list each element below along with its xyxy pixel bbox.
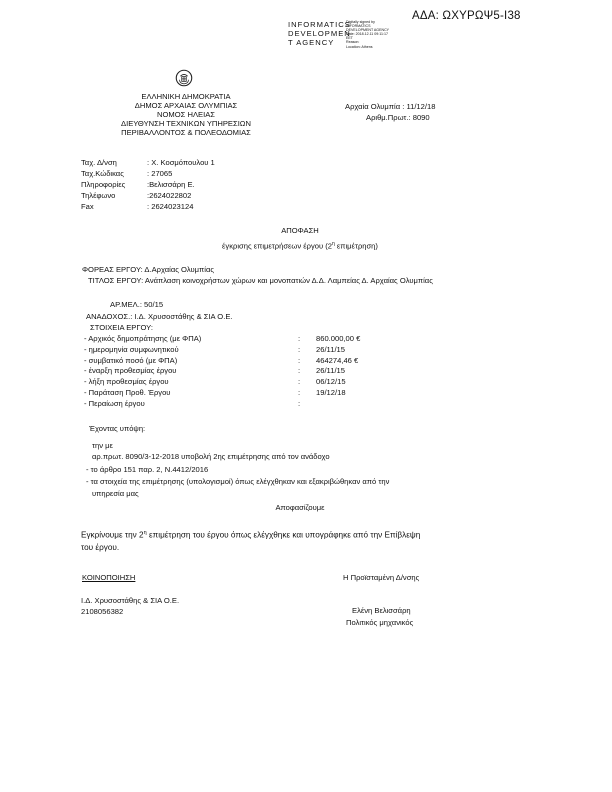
project-data-label: - έναρξη προθεσμίας έργου bbox=[84, 366, 177, 376]
considering-heading: Έχοντας υπόψη: bbox=[89, 424, 146, 433]
decision-subtitle bbox=[150, 241, 450, 251]
approval-text-end: επιμέτρηση του έργου όπως ελέγχθηκε και υπογράφηκε από την Επίβλεψη bbox=[146, 530, 421, 540]
decision-subtitle-sup: η bbox=[331, 241, 335, 247]
authority-line: ΔΗΜΟΣ ΑΡΧΑΙΑΣ ΟΛΥΜΠΙΑΣ bbox=[134, 101, 238, 111]
decision-subtitle-text: έγκρισης επιμετρήσεων έργου (2 bbox=[222, 241, 332, 251]
stamp-line: T AGENCY bbox=[288, 38, 335, 47]
project-data-row bbox=[84, 399, 360, 410]
contact-label: Τηλέφωνο bbox=[81, 191, 116, 200]
colon: : bbox=[298, 387, 301, 397]
ada-code: ΑΔΑ: ΩΧΥΡΩΨ5-Ι38 bbox=[412, 10, 521, 22]
signature-title: Πολιτικός μηχανικός bbox=[346, 618, 414, 627]
project-data-value: 464274,46 € bbox=[316, 355, 359, 365]
project-data-value: 860.000,00 € bbox=[316, 334, 361, 343]
project-data-heading: ΣΤΟΙΧΕΙΑ ΕΡΓΟΥ: bbox=[90, 323, 153, 332]
contact-label: Ταχ. Δ/νση bbox=[81, 158, 117, 167]
project-data-value: 06/12/15 bbox=[316, 377, 346, 387]
project-data-row bbox=[84, 345, 360, 356]
contact-label: Fax bbox=[81, 202, 94, 211]
decision-subtitle-end: επιμέτρηση) bbox=[334, 241, 378, 251]
project-title bbox=[88, 276, 433, 285]
colon: : bbox=[298, 377, 301, 387]
protocol-number: Αριθμ.Πρωτ.: 8090 bbox=[366, 113, 430, 122]
contact-value: : 2624023124 bbox=[147, 202, 194, 211]
approval-line bbox=[81, 530, 420, 541]
authority-line: ΔΙΕΥΘΥΝΣΗ ΤΕΧΝΙΚΩΝ ΥΠΗΡΕΣΙΩΝ bbox=[121, 119, 251, 129]
considering-line: - τα στοιχεία της επιμέτρησης (υπολογισμοί) όπως ελέγχθηκαν και εξακριβώθηκαν από την bbox=[86, 477, 390, 486]
considering-line: την με bbox=[92, 441, 113, 450]
decision-title: ΑΠΟΦΑΣΗ bbox=[281, 226, 319, 235]
notify-heading: ΚΟΙΝΟΠΟΙΗΣΗ bbox=[82, 573, 136, 582]
approval-text: Εγκρίνουμε την 2 bbox=[81, 530, 144, 540]
approval-sup: η bbox=[143, 530, 147, 536]
contact-row bbox=[81, 158, 215, 169]
project-data-label: - Παράταση Προθ. Έργου bbox=[84, 387, 171, 397]
contact-value: :Βελισσάρη Ε. bbox=[147, 180, 195, 189]
project-data-label: - ημερομηνία συμφωνητικού bbox=[84, 344, 179, 354]
decide-heading: Αποφασίζουμε bbox=[275, 503, 325, 512]
project-title-label: ΤΙΤΛΟΣ ΕΡΓΟΥ: bbox=[88, 276, 144, 285]
stamp-detail: Location: Athens bbox=[346, 44, 373, 49]
contractor: ΑΝΑΔΟΧΟΣ.: Ι.Δ. Χρυσοστάθης & ΣΙΑ Ο.Ε. bbox=[86, 312, 233, 321]
notify-phone: 2108056382 bbox=[81, 607, 124, 616]
stamp-detail: INFORMATICS bbox=[346, 24, 371, 29]
project-data-value: 26/11/15 bbox=[316, 366, 345, 376]
colon: : bbox=[298, 355, 301, 365]
project-title-value: Ανάπλαση κοινοχρήστων χώρων και μονοπατιών Δ.Δ. Λαμπείας Δ. Αρχαίας Ολυμπίας bbox=[144, 276, 433, 285]
colon: : bbox=[298, 334, 301, 343]
colon: : bbox=[298, 398, 301, 408]
notify-name: Ι.Δ. Χρυσοστάθης & ΣΙΑ Ο.Ε. bbox=[81, 596, 180, 605]
project-data-value: 26/11/15 bbox=[316, 344, 345, 354]
document-date: Αρχαία Ολυμπία : 11/12/18 bbox=[345, 102, 436, 111]
stamp-detail: Digitally signed by bbox=[346, 20, 375, 24]
signature-name: Ελένη Βελισσάρη bbox=[352, 606, 411, 615]
contact-block bbox=[81, 158, 215, 213]
considering-line: - το άρθρο 151 παρ. 2, Ν.4412/2016 bbox=[86, 465, 209, 474]
stamp-detail: Reason: bbox=[346, 40, 360, 45]
signature-role: Η Προϊσταμένη Δ/νσης bbox=[343, 573, 420, 582]
colon: : bbox=[298, 366, 301, 376]
stamp-line: INFORMATICS bbox=[288, 20, 351, 29]
project-data-row bbox=[84, 366, 360, 377]
considering-line: υπηρεσία μας bbox=[92, 489, 139, 498]
project-data-label: - Αρχικός δημοπράτησης (με ΦΠΑ) bbox=[84, 334, 202, 343]
stamp-detail: DEVELOPMENT AGENCY bbox=[346, 28, 390, 33]
project-data-label: - λήξη προθεσμίας έργου bbox=[84, 377, 169, 387]
project-data-table bbox=[84, 334, 360, 410]
considering-line: αρ.πρωτ. 8090/3-12-2018 υποβολή 2ης επιμέτρησης από τον ανάδοχο bbox=[92, 452, 330, 461]
contact-row bbox=[81, 180, 215, 191]
project-data-row bbox=[84, 334, 360, 345]
ar-mel: ΑΡ.ΜΕΛ.: 50/15 bbox=[110, 300, 164, 309]
project-data-row bbox=[84, 388, 360, 399]
project-body bbox=[82, 265, 214, 274]
approval-line-2: του έργου. bbox=[81, 543, 120, 552]
contact-row bbox=[81, 202, 215, 213]
project-body-label: ΦΟΡΕΑΣ ΕΡΓΟΥ: bbox=[82, 265, 143, 274]
digital-signature-stamp bbox=[288, 20, 351, 47]
contact-label: Πληροφορίες bbox=[81, 180, 126, 189]
contact-row bbox=[81, 191, 215, 202]
authority-line: ΝΟΜΟΣ ΗΛΕΙΑΣ bbox=[157, 110, 215, 120]
stamp-line: DEVELOPMEN bbox=[288, 29, 351, 38]
project-data-label: - συμβατικό ποσό (με ΦΠΑ) bbox=[84, 355, 178, 365]
project-body-value: Δ.Αρχαίας Ολυμπίας bbox=[144, 265, 215, 274]
colon: : bbox=[298, 344, 301, 354]
authority-line: ΠΕΡΙΒΑΛΛΟΝΤΟΣ & ΠΟΛΕΟΔΟΜΙΑΣ bbox=[121, 128, 251, 138]
contact-label: Ταχ.Κώδικας bbox=[81, 169, 124, 178]
authority-line: ΕΛΛΗΝΙΚΗ ΔΗΜΟΚΡΑΤΙΑ bbox=[141, 92, 231, 101]
hellenic-emblem-icon bbox=[175, 69, 193, 87]
contact-row bbox=[81, 169, 215, 180]
digital-signature-details bbox=[346, 20, 389, 49]
contact-value: :2624022802 bbox=[147, 191, 192, 200]
contact-value: : 27065 bbox=[147, 169, 173, 178]
project-data-label: - Περαίωση έργου bbox=[84, 398, 145, 408]
authority-block bbox=[86, 92, 286, 138]
contact-value: : Χ. Κοσμόπουλου 1 bbox=[147, 158, 215, 167]
project-data-row bbox=[84, 377, 360, 388]
stamp-detail: EET bbox=[346, 36, 353, 41]
project-data-value: 19/12/18 bbox=[316, 387, 346, 397]
project-data-row bbox=[84, 356, 360, 367]
stamp-detail: Date: 2018.12.11 09:11:17 bbox=[346, 32, 389, 37]
